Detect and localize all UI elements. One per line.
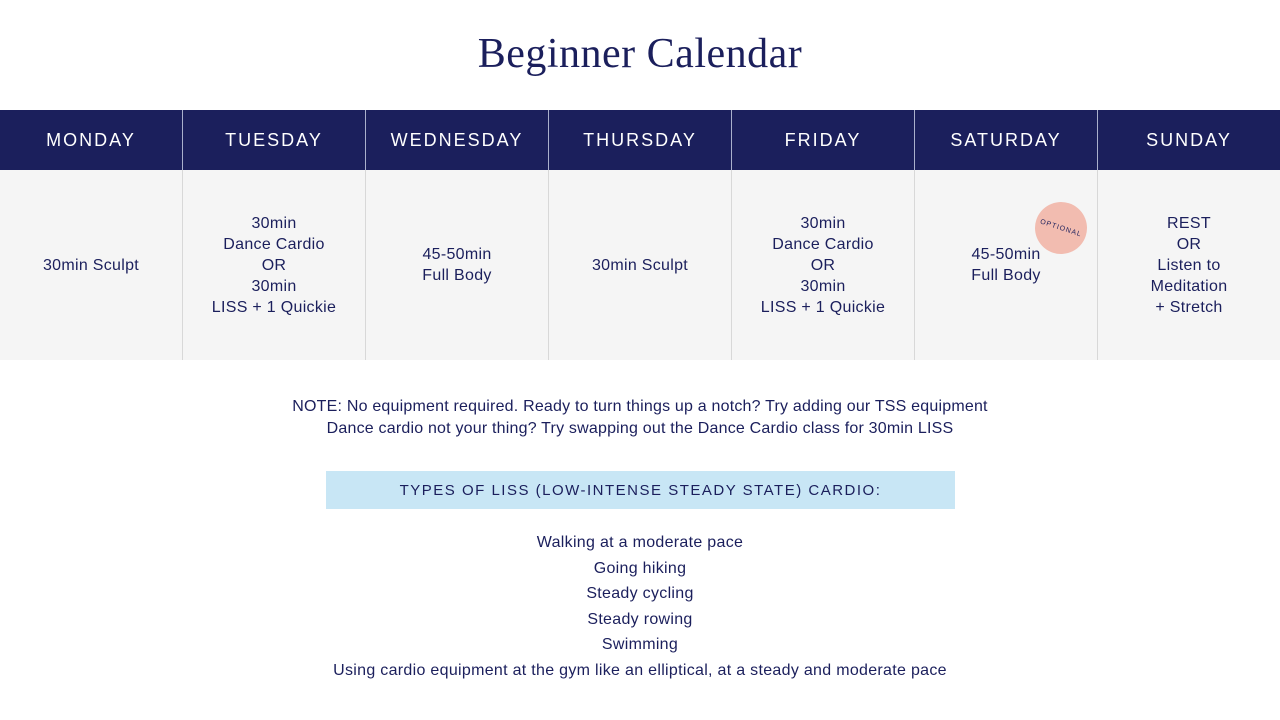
liss-list <box>0 530 1280 683</box>
day-activity-thursday: 30min Sculpt <box>591 256 689 274</box>
day-activity-wednesday: 45-50min Full Body <box>422 246 492 284</box>
calendar-header-row <box>0 110 1280 170</box>
liss-heading: TYPES OF LISS (LOW-INTENSE STEADY STATE) CARDIO: <box>399 481 882 499</box>
day-activity-friday: 30min Dance Cardio OR 30min LISS + 1 Quickie <box>760 214 886 316</box>
day-header-wednesday: WEDNESDAY <box>366 110 549 170</box>
day-header-saturday: SATURDAY <box>915 110 1098 170</box>
day-header-sunday: SUNDAY <box>1146 129 1232 150</box>
page-title: Beginner Calendar <box>477 31 803 77</box>
list-item: Walking at a moderate pace <box>536 534 744 551</box>
list-item: Steady cycling <box>586 585 694 602</box>
day-activity-sunday: REST OR Listen to Meditation + Stretch <box>1150 214 1228 316</box>
list-item: Using cardio equipment at the gym like an elliptical, at a steady and moderate pace <box>333 661 947 679</box>
optional-badge: OPTIONAL <box>1028 195 1094 261</box>
list-item: Swimming <box>601 636 679 653</box>
day-cell-thursday <box>549 170 732 360</box>
day-cell-friday <box>732 170 915 360</box>
notes-block <box>0 396 1280 440</box>
day-cell-monday <box>0 170 183 360</box>
day-cell-saturday <box>915 170 1098 360</box>
day-header-friday: FRIDAY <box>732 110 915 170</box>
day-cell-wednesday <box>366 170 549 360</box>
calendar-body-row <box>0 170 1280 360</box>
day-activity-monday: 30min Sculpt <box>42 256 140 274</box>
list-item: Steady rowing <box>587 610 693 628</box>
day-activity-saturday: 45-50min Full Body <box>971 246 1041 284</box>
liss-heading-banner <box>326 471 955 509</box>
day-header-monday: MONDAY <box>0 110 183 170</box>
note-line-dance-cardio: Dance cardio not your thing? Try swapping out the Dance Cardio class for 30min LISS <box>326 420 954 437</box>
day-activity-tuesday: 30min Dance Cardio OR 30min LISS + 1 Quickie <box>211 214 337 316</box>
day-header-thursday: THURSDAY <box>549 110 732 170</box>
day-cell-sunday <box>1098 170 1280 360</box>
day-header-tuesday: TUESDAY <box>183 110 366 170</box>
day-cell-tuesday <box>183 170 366 360</box>
calendar-table <box>0 110 1280 360</box>
note-line-equipment: NOTE: No equipment required. Ready to turn things up a notch? Try adding our TSS equipment <box>292 398 988 415</box>
list-item: Going hiking <box>593 559 687 577</box>
